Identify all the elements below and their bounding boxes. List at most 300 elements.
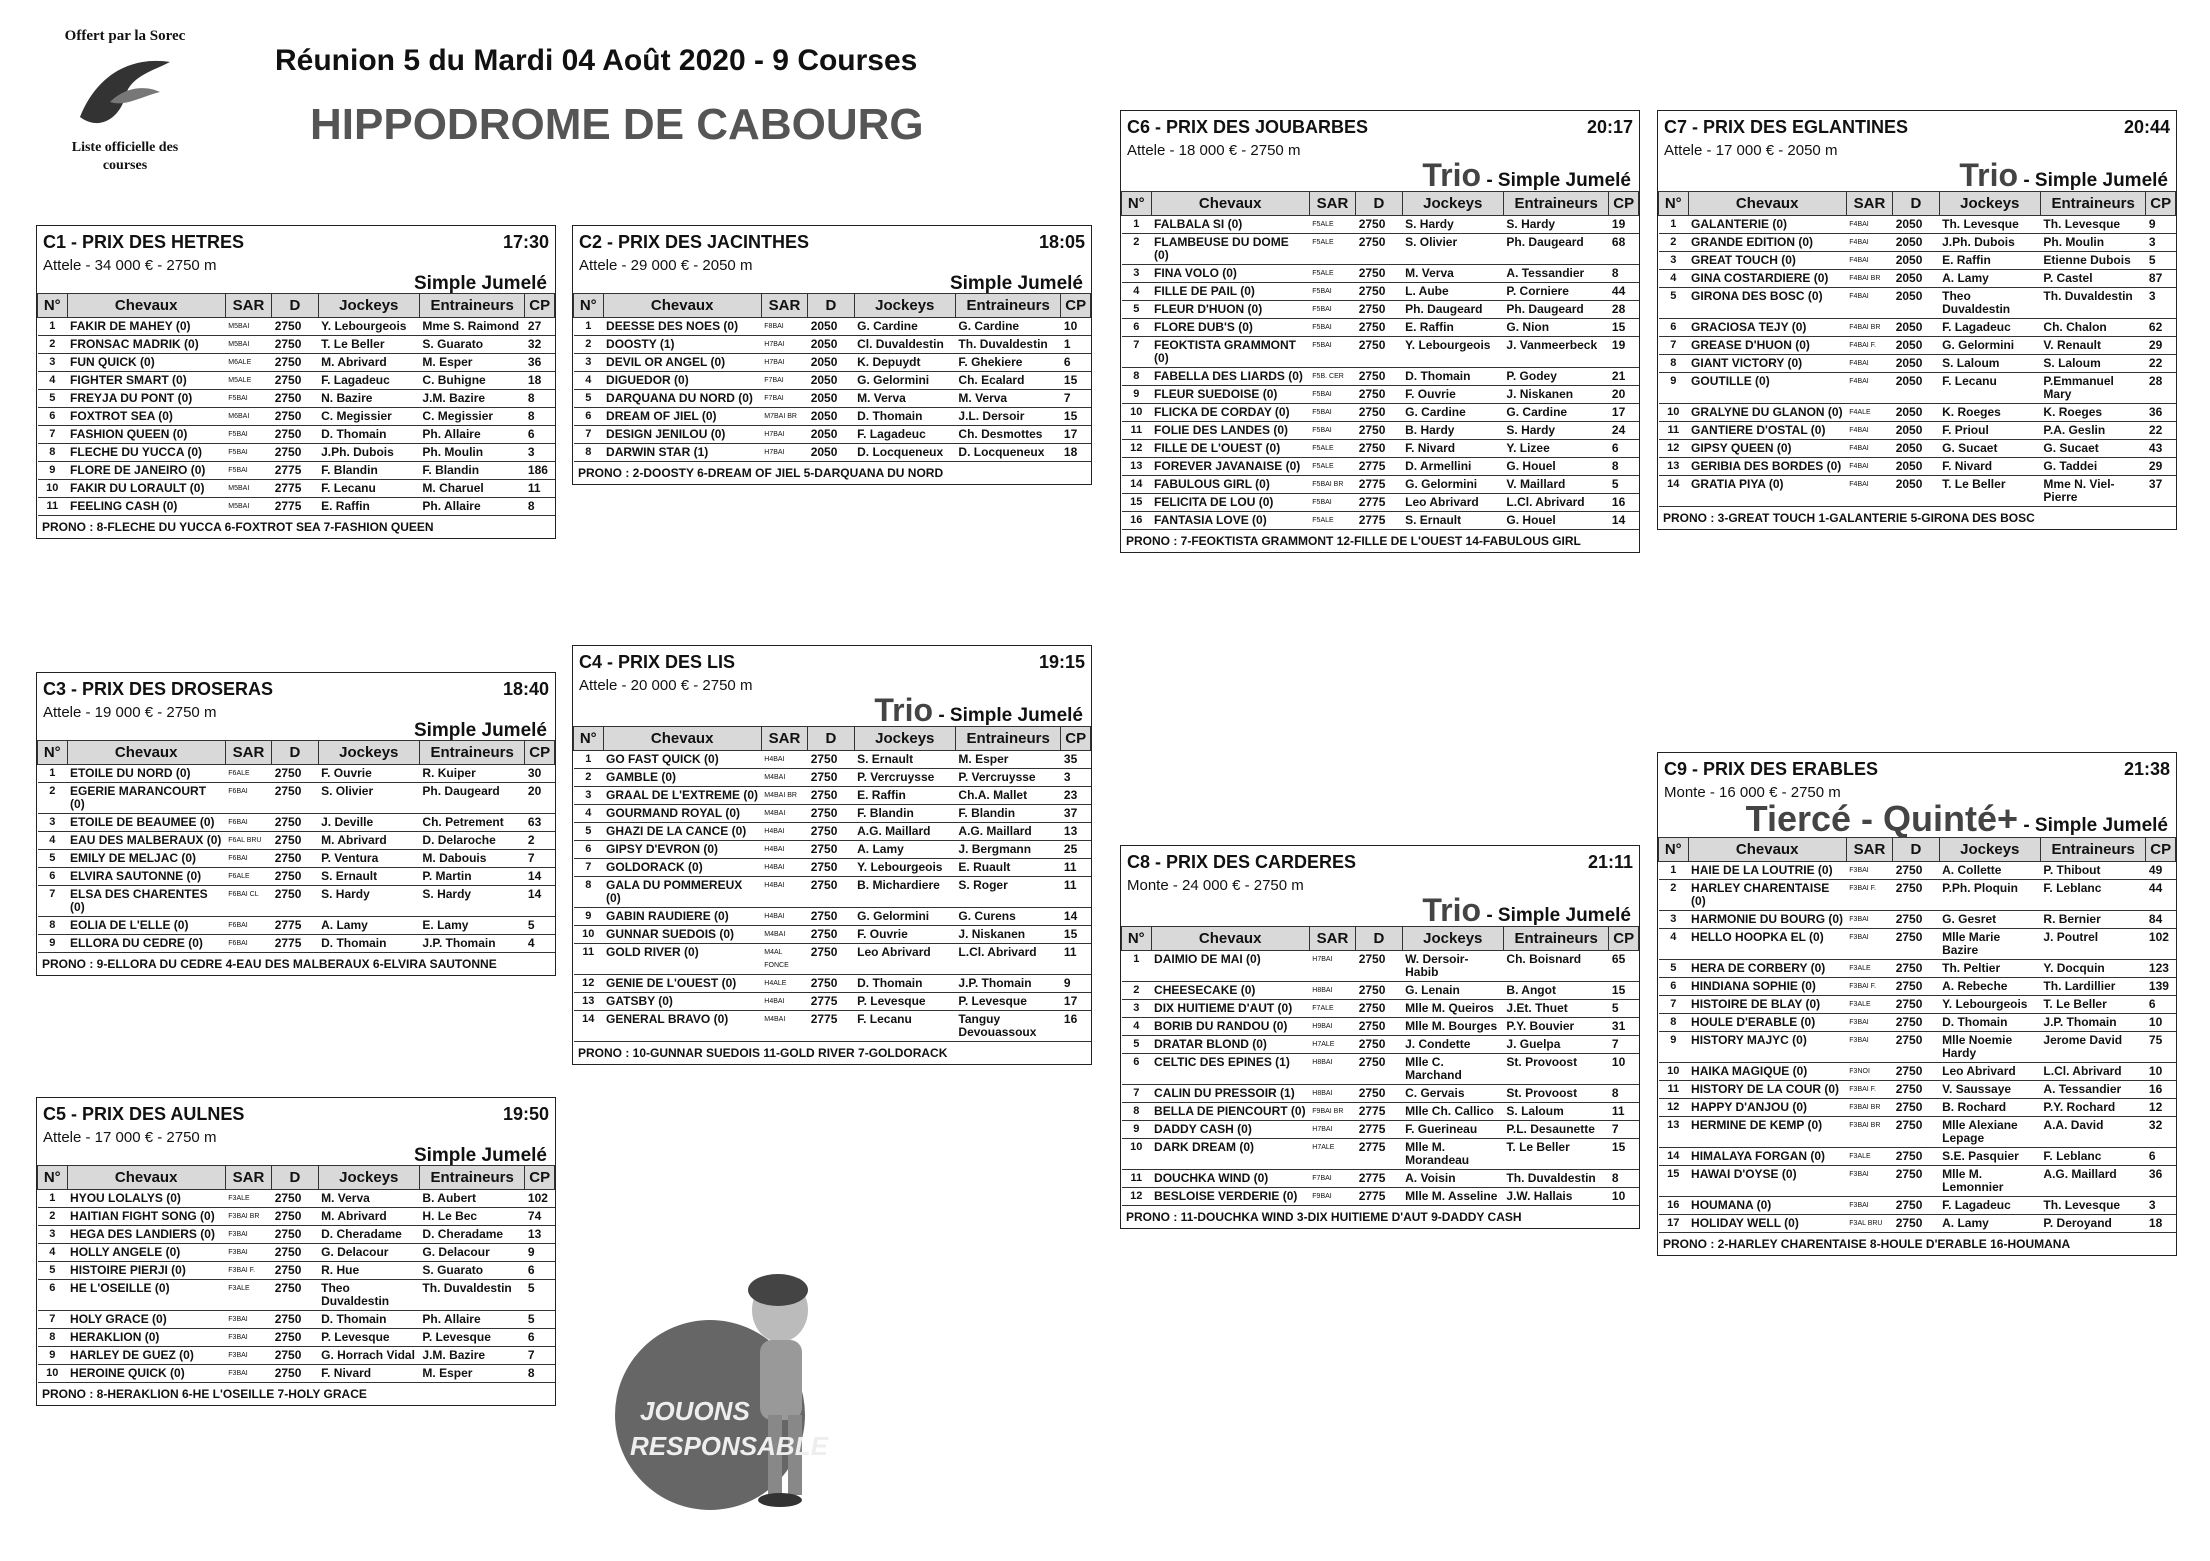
race-title: C1 - PRIX DES HETRES (43, 232, 245, 252)
trainer: T. Le Beller (2040, 996, 2146, 1014)
runner-row[interactable] (1659, 422, 2176, 440)
runner-row[interactable] (574, 823, 1091, 841)
cote: 22 (2146, 355, 2176, 373)
horse-name: FLORE DE JANEIRO (0) (67, 462, 225, 480)
jockey: F. Lagadeuc (854, 426, 955, 444)
trainer: Mme S. Raimond (419, 318, 525, 336)
trainer: Mme N. Viel-Pierre (2040, 476, 2146, 507)
runner-row[interactable] (38, 390, 555, 408)
distance: 2775 (1356, 1188, 1402, 1206)
col-header-jockeys: Jockeys (854, 727, 955, 751)
trainer: G. Curens (955, 908, 1061, 926)
trainer: H. Le Bec (419, 1208, 525, 1226)
sar-code: F3BAI (1846, 911, 1892, 929)
distance: 2750 (272, 868, 318, 886)
runner-row[interactable] (1122, 1000, 1639, 1018)
race-title: C8 - PRIX DES CARDERES (1127, 852, 1357, 872)
jockey: T. Le Beller (318, 336, 419, 354)
sorec-logo (50, 28, 200, 178)
bet-main-label: Trio (874, 692, 934, 728)
runner-row[interactable] (1659, 996, 2176, 1014)
sar-code: F4BAI (1846, 422, 1892, 440)
runner-row[interactable] (38, 1329, 555, 1347)
runner-row[interactable] (574, 444, 1091, 462)
runner-number: 2 (574, 769, 604, 787)
runner-number: 2 (1122, 234, 1152, 265)
sar-code: F3BAI (1846, 1197, 1892, 1215)
cote: 102 (525, 1190, 555, 1208)
runner-number: 5 (1122, 301, 1152, 319)
runner-row[interactable] (38, 372, 555, 390)
runner-row[interactable] (1122, 216, 1639, 234)
sar-code: H7BAI (761, 354, 807, 372)
runner-row[interactable] (38, 426, 555, 444)
jockey: Mlle M. Morandeau (1402, 1139, 1503, 1170)
runner-row[interactable] (1659, 288, 2176, 319)
race-title: C6 - PRIX DES JOUBARBES (1127, 117, 1369, 137)
runner-row[interactable] (1659, 1215, 2176, 1233)
sar-code: F3BAI (1846, 1032, 1892, 1063)
sar-code: F8BAI (761, 318, 807, 336)
bet-main-label: Trio (1422, 157, 1482, 193)
col-header-cp: CP (1061, 294, 1091, 318)
distance: 2750 (272, 850, 318, 868)
cote: 5 (1609, 476, 1639, 494)
runner-row[interactable] (574, 426, 1091, 444)
trainer: P. Castel (2040, 270, 2146, 288)
sar-code: F5BAI (1309, 386, 1355, 404)
cote: 32 (2146, 1117, 2176, 1148)
runner-row[interactable] (1659, 929, 2176, 960)
sar-code: F5ALE (1309, 234, 1355, 265)
sar-code: H7ALE (1309, 1139, 1355, 1170)
runner-row[interactable] (1659, 355, 2176, 373)
cote: 8 (525, 498, 555, 516)
distance: 2750 (272, 336, 318, 354)
race-c6 (1120, 110, 1640, 553)
sar-code: F3BAI F. (1846, 1081, 1892, 1099)
bet-types (573, 274, 1091, 293)
runner-row[interactable] (38, 886, 555, 917)
sar-code: F5BAI (225, 426, 271, 444)
cote: 36 (525, 354, 555, 372)
runner-row[interactable] (38, 408, 555, 426)
runner-row[interactable] (1122, 476, 1639, 494)
runner-row[interactable] (38, 850, 555, 868)
cote: 5 (1609, 1000, 1639, 1018)
runner-row[interactable] (1659, 234, 2176, 252)
runner-row[interactable] (1122, 982, 1639, 1000)
table-header-row (574, 727, 1091, 751)
runners-table (1658, 191, 2176, 507)
runner-row[interactable] (38, 1226, 555, 1244)
runner-row[interactable] (1659, 978, 2176, 996)
runners-table (37, 1165, 555, 1383)
runner-row[interactable] (1122, 301, 1639, 319)
runner-row[interactable] (574, 372, 1091, 390)
distance: 2750 (1356, 1000, 1402, 1018)
cote: 16 (2146, 1081, 2176, 1099)
runner-row[interactable] (1122, 422, 1639, 440)
runner-row[interactable] (1659, 404, 2176, 422)
horse-name: HERAKLION (0) (67, 1329, 225, 1347)
horse-name: FEELING CASH (0) (67, 498, 225, 516)
runner-row[interactable] (1122, 404, 1639, 422)
runner-row[interactable] (38, 480, 555, 498)
runner-row[interactable] (1659, 476, 2176, 507)
jockey: D. Cheradame (318, 1226, 419, 1244)
runner-row[interactable] (1659, 862, 2176, 880)
horse-name: DARQUANA DU NORD (0) (603, 390, 761, 408)
runner-row[interactable] (1122, 1139, 1639, 1170)
jockey: G. Delacour (318, 1244, 419, 1262)
runner-number: 5 (574, 823, 604, 841)
runner-number: 7 (1659, 996, 1689, 1014)
trainer: C. Megissier (419, 408, 525, 426)
runner-row[interactable] (38, 1190, 555, 1208)
cote: 10 (2146, 1063, 2176, 1081)
runner-row[interactable] (38, 917, 555, 935)
runner-row[interactable] (1659, 1166, 2176, 1197)
race-conditions: Monte - 24 000 € - 2750 m (1127, 877, 1304, 894)
runner-row[interactable] (1122, 1036, 1639, 1054)
horse-name: HARLEY CHARENTAISE (0) (1688, 880, 1846, 911)
runner-row[interactable] (574, 877, 1091, 908)
runner-row[interactable] (1122, 951, 1639, 982)
sar-code: F3BAI (225, 1329, 271, 1347)
runner-number: 6 (574, 841, 604, 859)
trainer: F. Blandin (955, 805, 1061, 823)
cote: 3 (2146, 1197, 2176, 1215)
runner-row[interactable] (38, 444, 555, 462)
runner-row[interactable] (574, 859, 1091, 877)
sar-code: H7BAI (761, 336, 807, 354)
distance: 2750 (808, 769, 854, 787)
runner-row[interactable] (1659, 1032, 2176, 1063)
runner-row[interactable] (574, 926, 1091, 944)
cote: 15 (1061, 926, 1091, 944)
col-header-chevaux: Chevaux (67, 1166, 225, 1190)
runner-row[interactable] (1122, 1018, 1639, 1036)
trainer: V. Maillard (1503, 476, 1609, 494)
sar-code: F3BAI BR (1846, 1099, 1892, 1117)
distance: 2775 (272, 917, 318, 935)
trainer: St. Provoost (1503, 1054, 1609, 1085)
runner-row[interactable] (1122, 1170, 1639, 1188)
cote: 10 (1609, 1188, 1639, 1206)
trainer: G. Cardine (1503, 404, 1609, 422)
runner-row[interactable] (1659, 1117, 2176, 1148)
trainer: Ph. Daugeard (1503, 234, 1609, 265)
runner-number: 3 (1659, 911, 1689, 929)
runner-number: 6 (38, 408, 68, 426)
runner-row[interactable] (38, 498, 555, 516)
runner-number: 5 (574, 390, 604, 408)
runner-number: 8 (1659, 1014, 1689, 1032)
horse-name: DAIMIO DE MAI (0) (1151, 951, 1309, 982)
runner-row[interactable] (574, 944, 1091, 975)
runner-row[interactable] (574, 336, 1091, 354)
runner-row[interactable] (1122, 283, 1639, 301)
sar-code: F3BAI (225, 1347, 271, 1365)
runner-number: 6 (38, 1280, 68, 1311)
cote: 14 (525, 868, 555, 886)
distance: 2050 (1893, 458, 1939, 476)
runner-row[interactable] (1122, 494, 1639, 512)
distance: 2775 (1356, 1170, 1402, 1188)
runner-row[interactable] (1122, 386, 1639, 404)
col-header-d: D (272, 294, 318, 318)
runner-row[interactable] (1122, 1054, 1639, 1085)
trainer: E. Ruault (955, 859, 1061, 877)
runner-row[interactable] (1122, 1085, 1639, 1103)
jockey: Mlle Noemie Hardy (1939, 1032, 2040, 1063)
sar-code: F5ALE (1309, 512, 1355, 530)
horse-name: DOUCHKA WIND (0) (1151, 1170, 1309, 1188)
trainer: M. Esper (955, 751, 1061, 769)
race-time: 20:17 (1586, 117, 1633, 137)
distance: 2050 (1893, 337, 1939, 355)
runner-row[interactable] (38, 336, 555, 354)
runner-row[interactable] (38, 1208, 555, 1226)
runner-row[interactable] (38, 765, 555, 783)
sar-code: F6ALE (225, 868, 271, 886)
runner-row[interactable] (574, 841, 1091, 859)
sar-code: F3BAI (1846, 862, 1892, 880)
cote: 3 (525, 444, 555, 462)
runner-row[interactable] (574, 1011, 1091, 1042)
table-header-row (1659, 838, 2176, 862)
distance: 2050 (808, 408, 854, 426)
runner-number: 7 (574, 426, 604, 444)
runner-row[interactable] (38, 1280, 555, 1311)
runner-number: 8 (574, 444, 604, 462)
runners-table (37, 740, 555, 953)
horse-name: GRAAL DE L'EXTREME (0) (603, 787, 761, 805)
col-header-d: D (1893, 838, 1939, 862)
runner-row[interactable] (1659, 1197, 2176, 1215)
runner-row[interactable] (1659, 252, 2176, 270)
runners-table (37, 293, 555, 516)
runner-row[interactable] (1659, 1099, 2176, 1117)
runner-row[interactable] (1122, 337, 1639, 368)
runner-row[interactable] (574, 787, 1091, 805)
runner-row[interactable] (1659, 880, 2176, 911)
horse-name: CHEESECAKE (0) (1151, 982, 1309, 1000)
horse-name: GRATIA PIYA (0) (1688, 476, 1846, 507)
trainer: K. Roeges (2040, 404, 2146, 422)
runner-row[interactable] (574, 993, 1091, 1011)
runner-row[interactable] (38, 1311, 555, 1329)
cote: 12 (2146, 1099, 2176, 1117)
col-header-entraineurs: Entraineurs (1503, 927, 1609, 951)
race-conditions: Attele - 20 000 € - 2750 m (579, 677, 753, 694)
distance: 2775 (808, 993, 854, 1011)
runner-row[interactable] (574, 805, 1091, 823)
cote: 8 (525, 408, 555, 426)
runner-row[interactable] (1659, 1081, 2176, 1099)
trainer: A.G. Maillard (955, 823, 1061, 841)
trainer: G. Nion (1503, 319, 1609, 337)
runner-row[interactable] (574, 975, 1091, 993)
race-header (573, 646, 1091, 673)
horse-name: FIGHTER SMART (0) (67, 372, 225, 390)
runner-row[interactable] (1122, 319, 1639, 337)
cote: 37 (1061, 805, 1091, 823)
runner-row[interactable] (1122, 1188, 1639, 1206)
horse-name: GATSBY (0) (603, 993, 761, 1011)
distance: 2750 (1356, 1018, 1402, 1036)
col-header-entraineurs: Entraineurs (419, 1166, 525, 1190)
runner-number: 6 (38, 868, 68, 886)
runner-row[interactable] (1122, 512, 1639, 530)
col-header-entraineurs: Entraineurs (2040, 192, 2146, 216)
trainer: P. Levesque (955, 993, 1061, 1011)
trainer: S. Hardy (1503, 216, 1609, 234)
horse-name: HERMINE DE KEMP (0) (1688, 1117, 1846, 1148)
distance: 2750 (1893, 880, 1939, 911)
runner-number: 12 (1659, 1099, 1689, 1117)
runner-row[interactable] (574, 769, 1091, 787)
sar-code: F4BAI (1846, 440, 1892, 458)
horse-name: FAKIR DE MAHEY (0) (67, 318, 225, 336)
cote: 20 (525, 783, 555, 814)
runner-row[interactable] (1122, 458, 1639, 476)
trainer: J. Bergmann (955, 841, 1061, 859)
cote: 13 (525, 1226, 555, 1244)
horse-name: HYOU LOLALYS (0) (67, 1190, 225, 1208)
horse-name: ELVIRA SAUTONNE (0) (67, 868, 225, 886)
runner-number: 1 (1122, 216, 1152, 234)
runner-number: 14 (574, 1011, 604, 1042)
runner-row[interactable] (1659, 1014, 2176, 1032)
jockey: E. Raffin (1939, 252, 2040, 270)
runner-number: 2 (1659, 234, 1689, 252)
cote: 19 (1609, 337, 1639, 368)
horse-name: ETOILE DE BEAUMEE (0) (67, 814, 225, 832)
runner-row[interactable] (38, 832, 555, 850)
horse-name: EMILY DE MELJAC (0) (67, 850, 225, 868)
cote: 6 (2146, 996, 2176, 1014)
cote: 6 (525, 426, 555, 444)
horse-name: FEOKTISTA GRAMMONT (0) (1151, 337, 1309, 368)
runner-row[interactable] (574, 354, 1091, 372)
sar-code: H4BAI (761, 908, 807, 926)
race-title: C5 - PRIX DES AULNES (43, 1104, 245, 1124)
runner-row[interactable] (38, 935, 555, 953)
runner-number: 16 (1659, 1197, 1689, 1215)
runner-row[interactable] (38, 783, 555, 814)
horse-name: HAIE DE LA LOUTRIE (0) (1688, 862, 1846, 880)
runner-row[interactable] (38, 868, 555, 886)
runner-row[interactable] (574, 908, 1091, 926)
horse-name: FLEUR SUEDOISE (0) (1151, 386, 1309, 404)
runner-row[interactable] (574, 408, 1091, 426)
runner-row[interactable] (574, 390, 1091, 408)
runner-row[interactable] (38, 1244, 555, 1262)
runner-row[interactable] (38, 318, 555, 336)
prono-line: PRONO : 9-ELLORA DU CEDRE 4-EAU DES MALBERAUX 6-ELVIRA SAUTONNE (42, 957, 497, 971)
runner-row[interactable] (1659, 216, 2176, 234)
horse-name: FREYJA DU PONT (0) (67, 390, 225, 408)
runner-row[interactable] (1659, 458, 2176, 476)
cote: 6 (525, 1262, 555, 1280)
jockey: Leo Abrivard (854, 944, 955, 975)
runner-row[interactable] (1122, 234, 1639, 265)
table-header-row (38, 294, 555, 318)
runner-row[interactable] (1659, 911, 2176, 929)
runner-row[interactable] (38, 354, 555, 372)
jockey: Y. Lebourgeois (1939, 996, 2040, 1014)
trainer: D. Cheradame (419, 1226, 525, 1244)
runner-row[interactable] (1659, 337, 2176, 355)
cote: 10 (1609, 1054, 1639, 1085)
jockey: M. Verva (854, 390, 955, 408)
runner-row[interactable] (1122, 1121, 1639, 1139)
runner-row[interactable] (1659, 270, 2176, 288)
cote: 43 (2146, 440, 2176, 458)
distance: 2750 (1356, 422, 1402, 440)
jockey: B. Hardy (1402, 422, 1503, 440)
jockey: Mlle Ch. Callico (1402, 1103, 1503, 1121)
distance: 2750 (272, 832, 318, 850)
cote: 75 (2146, 1032, 2176, 1063)
trainer: G. Cardine (955, 318, 1061, 336)
trainer: S. Guarato (419, 336, 525, 354)
race-c2 (572, 225, 1092, 485)
runner-number: 11 (1659, 422, 1689, 440)
runner-row[interactable] (1122, 440, 1639, 458)
col-header-d: D (1356, 192, 1402, 216)
jockey: G. Lenain (1402, 982, 1503, 1000)
cote: 15 (1609, 319, 1639, 337)
jockey: P.Ph. Ploquin (1939, 880, 2040, 911)
runner-number: 10 (1122, 1139, 1152, 1170)
jockey: S. Ernault (1402, 512, 1503, 530)
jockey: G. Gelormini (854, 372, 955, 390)
sar-code: F4BAI (1846, 458, 1892, 476)
distance: 2750 (1893, 1014, 1939, 1032)
sar-code: F4BAI BR (1846, 270, 1892, 288)
horse-name: BELLA DE PIENCOURT (0) (1151, 1103, 1309, 1121)
runner-row[interactable] (1659, 440, 2176, 458)
runner-row[interactable] (38, 814, 555, 832)
runner-row[interactable] (1122, 265, 1639, 283)
distance: 2750 (1893, 1215, 1939, 1233)
runner-row[interactable] (1659, 373, 2176, 404)
runner-row[interactable] (574, 318, 1091, 336)
distance: 2750 (1893, 1148, 1939, 1166)
runner-row[interactable] (574, 751, 1091, 769)
runner-row[interactable] (38, 1365, 555, 1383)
race-header (1121, 846, 1639, 873)
prono-line: PRONO : 11-DOUCHKA WIND 3-DIX HUITIEME D'AUT 9-DADDY CASH (1126, 1210, 1522, 1224)
runner-row[interactable] (38, 1262, 555, 1280)
runner-row[interactable] (1659, 319, 2176, 337)
runner-row[interactable] (1122, 368, 1639, 386)
runner-row[interactable] (1659, 1148, 2176, 1166)
cote: 87 (2146, 270, 2176, 288)
runner-row[interactable] (1659, 1063, 2176, 1081)
distance: 2775 (1356, 458, 1402, 476)
cote: 9 (525, 1244, 555, 1262)
runner-row[interactable] (1122, 1103, 1639, 1121)
runner-row[interactable] (1659, 960, 2176, 978)
runner-row[interactable] (38, 462, 555, 480)
runner-row[interactable] (38, 1347, 555, 1365)
cote: 15 (1609, 1139, 1639, 1170)
jockey: D. Thomain (1939, 1014, 2040, 1032)
